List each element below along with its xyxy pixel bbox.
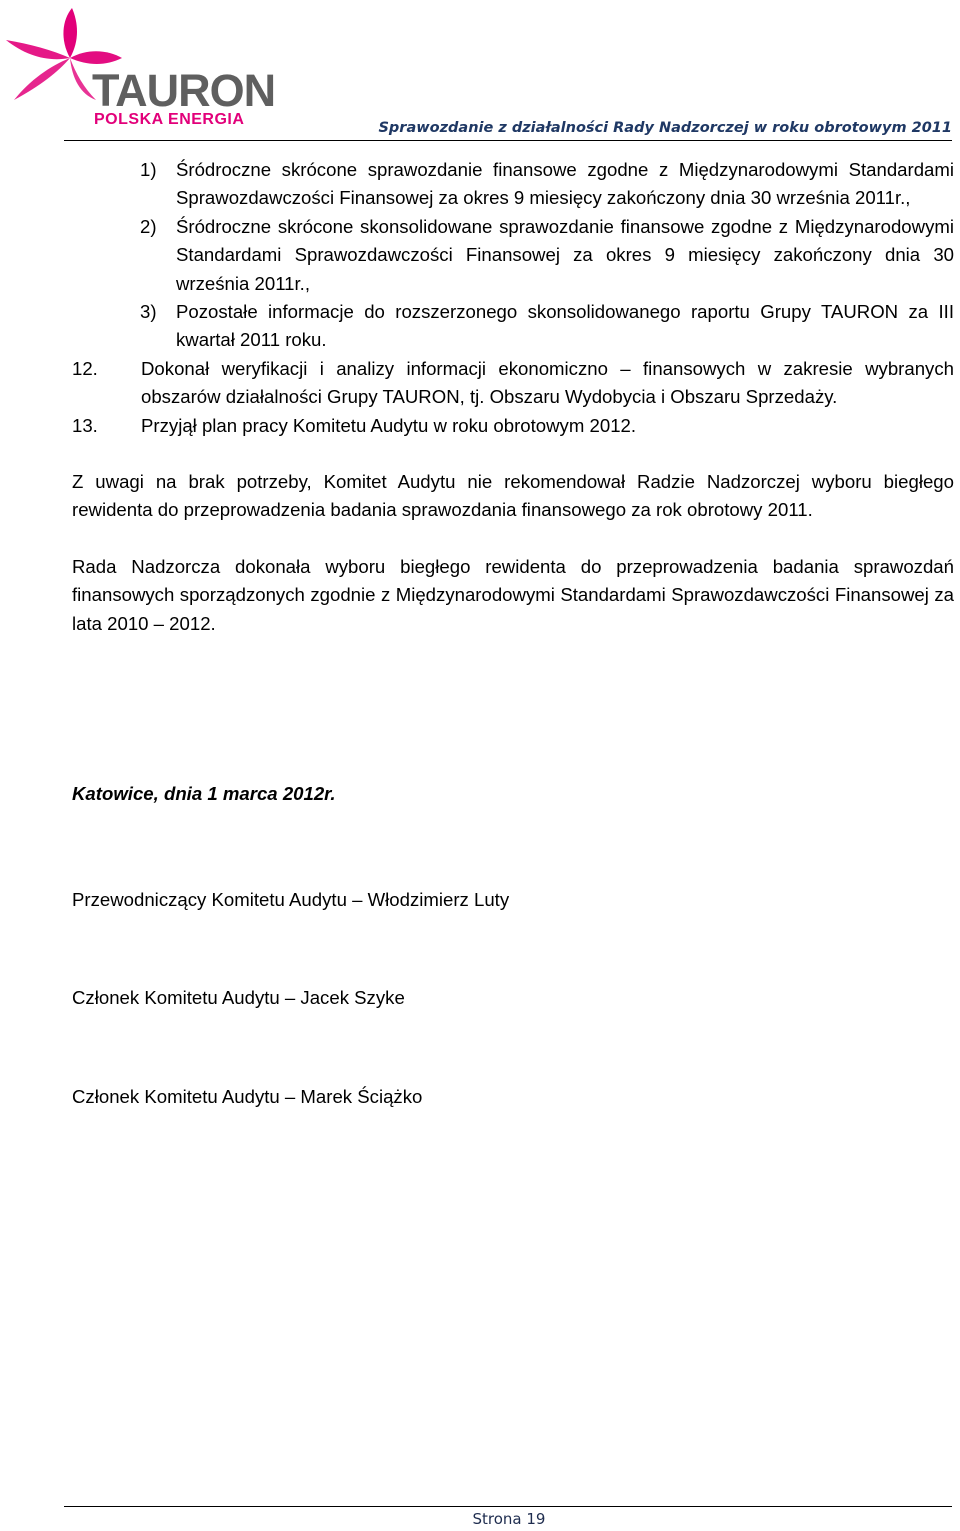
header-title: Sprawozdanie z działalności Rady Nadzorczej w roku obrotowym 2011	[378, 120, 952, 136]
list-item-number: 3)	[140, 301, 157, 323]
list-item	[72, 355, 954, 412]
date-line: Katowice, dnia 1 marca 2012r.	[72, 783, 336, 804]
list-item-number: 12.	[72, 357, 98, 379]
footer-divider	[64, 1506, 952, 1507]
list-item	[72, 412, 954, 440]
document-body	[72, 156, 954, 638]
signature-line: Członek Komitetu Audytu – Marek Ściążko	[72, 1086, 423, 1107]
paragraph: Rada Nadzorcza dokonała wyboru biegłego rewidenta do przeprowadzenia badania sprawozdań finansowych sporządzonych zgodnie z Międzynarodowymi Standardami Sprawozdawczości Finansowej za lata 2010 – 2012.	[72, 555, 954, 634]
signature-line: Członek Komitetu Audytu – Jacek Szyke	[72, 987, 405, 1008]
list-item	[140, 156, 954, 213]
header-divider	[64, 140, 952, 141]
signature-line: Przewodniczący Komitetu Audytu – Włodzimierz Luty	[72, 889, 510, 910]
paragraph: Z uwagi na brak potrzeby, Komitet Audytu nie rekomendował Radzie Nadzorczej wyboru biegłego rewidenta do przeprowadzenia badania sprawozdania finansowego za rok obrotowy 2011.	[72, 471, 954, 521]
list-item-text: Przyjął plan pracy Komitetu Audytu w roku obrotowym 2012.	[141, 414, 637, 436]
logo-subtitle: POLSKA ENERGIA	[94, 111, 245, 128]
tauron-logo	[0, 0, 276, 135]
list-item-text: Pozostałe informacje do rozszerzonego skonsolidowanego raportu Grupy TAURON za III kwartał 2011 roku.	[176, 301, 954, 351]
page-number: Strona 19	[472, 1510, 546, 1528]
list-item	[140, 213, 954, 298]
list-item-text: Dokonał weryfikacji i analizy informacji ekonomiczno – finansowych w zakresie wybranych obszarów działalności Grupy TAURON, tj. Obszaru Wydobycia i Obszaru Sprzedaży.	[141, 357, 954, 408]
list-item-text: Śródroczne skrócone sprawozdanie finansowe zgodne z Międzynarodowymi Standardami Sprawozdawczości Finansowej za okres 9 miesięcy zakończony dnia 30 września 2011r.,	[176, 159, 954, 209]
list-item-number: 1)	[140, 159, 157, 180]
list-item-text: Śródroczne skrócone skonsolidowane sprawozdanie finansowe zgodne z Międzynarodowymi Standardami Sprawozdawczości Finansowej za okres 9 miesięcy zakończony dnia 30 września 2011r.,	[176, 215, 954, 294]
list-item-number: 13.	[72, 414, 98, 436]
logo-wordmark: TAURON	[92, 65, 276, 116]
list-item	[140, 298, 954, 355]
list-item-number: 2)	[140, 215, 157, 237]
